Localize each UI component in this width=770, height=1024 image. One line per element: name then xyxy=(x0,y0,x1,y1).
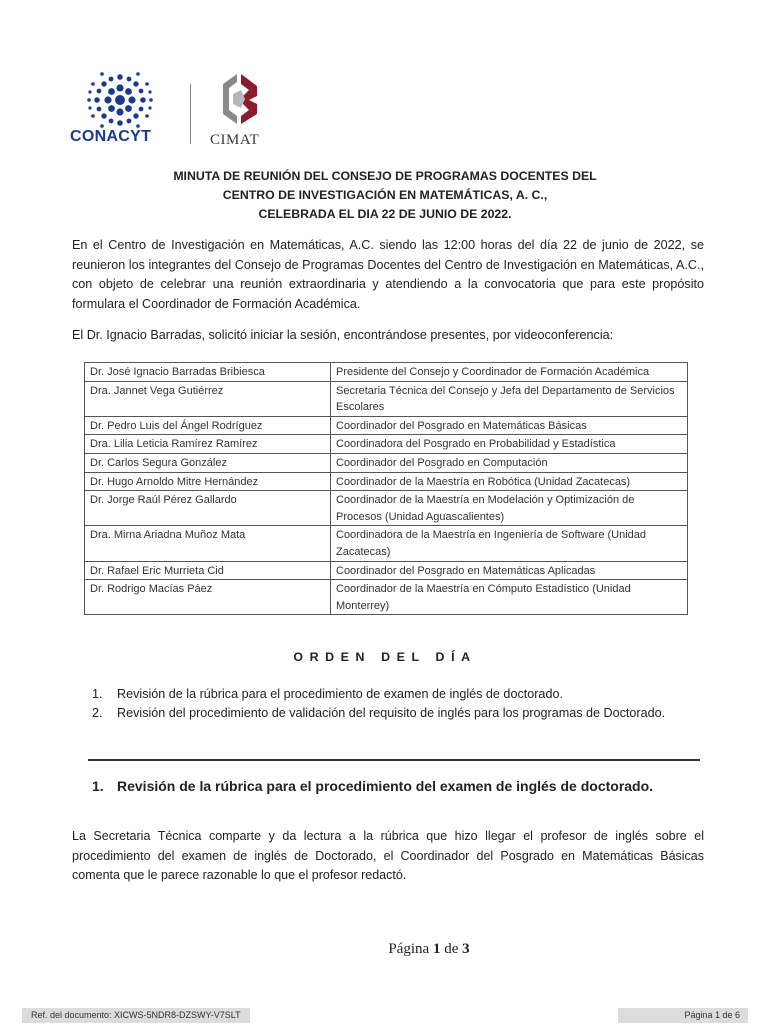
attendee-name: Dr. Pedro Luis del Ángel Rodríguez xyxy=(85,416,331,435)
attendee-name: Dr. Rafael Eric Murrieta Cid xyxy=(85,561,331,580)
conacyt-logo xyxy=(70,70,170,150)
attendee-name: Dr. Carlos Segura González xyxy=(85,453,331,472)
attendee-role: Coordinador del Posgrado en Computación xyxy=(331,453,688,472)
page-current: 1 xyxy=(432,941,441,957)
attendee-name: Dr. Hugo Arnoldo Mitre Hernández xyxy=(85,472,331,491)
agenda-text: Revisión de la rúbrica para el procedimiento de examen de inglés de doctorado. xyxy=(117,687,563,701)
table-row xyxy=(85,453,688,472)
table-row xyxy=(85,561,688,580)
table-row xyxy=(85,416,688,435)
agenda-text: Revisión del procedimiento de validación del requisito de inglés para los programas de Doctorado. xyxy=(117,706,666,720)
orden-heading: ORDEN DEL DÍA xyxy=(293,650,477,664)
attendee-role: Coordinador del Posgrado en Matemáticas Básicas xyxy=(331,416,688,435)
attendee-role: Presidente del Consejo y Coordinador de Formación Académica xyxy=(331,363,688,382)
agenda-item xyxy=(92,704,702,742)
attendee-role: Coordinador de la Maestría en Cómputo Estadístico (Unidad Monterrey) xyxy=(331,580,688,615)
title-line-2: CENTRO DE INVESTIGACIÓN EN MATEMÁTICAS, A. C., xyxy=(222,188,548,202)
agenda-number: 1. xyxy=(92,687,103,701)
attendee-name: Dra. Mirna Ariadna Muñoz Mata xyxy=(85,526,331,561)
section-number: 1. xyxy=(92,778,104,794)
table-row xyxy=(85,472,688,491)
title-line-1: MINUTA DE REUNIÓN DEL CONSEJO DE PROGRAMAS DOCENTES DEL xyxy=(173,169,597,183)
attendee-role: Coordinadora de la Maestría en Ingeniería de Software (Unidad Zacatecas) xyxy=(331,526,688,561)
attendee-name: Dra. Lilia Leticia Ramírez Ramírez xyxy=(85,435,331,454)
section-1-body: La Secretaria Técnica comparte y da lectura a la rúbrica que hizo llegar el profesor de inglés sobre el procedimiento del examen de inglés de Doctorado, el Coordinador del Posgrado en Matemáticas Básicas comenta que le parece razonable lo que el profesor redactó. xyxy=(72,829,704,882)
conacyt-wordmark: CONACYT xyxy=(70,128,152,145)
page-number-label xyxy=(0,941,770,958)
attendee-role: Coordinador de la Maestría en Modelación y Optimización de Procesos (Unidad Aguascalientes) xyxy=(331,491,688,526)
intro-paragraph: En el Centro de Investigación en Matemáticas, A.C. siendo las 12:00 horas del día 22 de junio de 2022, se reunieron los integrantes del Consejo de Programas Docentes del Centro de Investigación en Matemáticas, A.C., con objeto de celebrar una reunión extraordinaria y atendiendo a la convocatoria que para este propósito formulara el Coordinador de Formación Académica. xyxy=(72,238,704,311)
attendee-name: Dr. Rodrigo Macías Páez xyxy=(85,580,331,615)
logo-divider xyxy=(190,84,191,144)
attendee-name: Dr. Jorge Raúl Pérez Gallardo xyxy=(85,491,331,526)
attendee-name: Dra. Jannet Vega Gutiérrez xyxy=(85,381,331,416)
cimat-emblem-icon xyxy=(215,70,265,128)
conacyt-dots-icon xyxy=(70,70,170,130)
page-mid: de xyxy=(440,941,463,957)
cimat-wordmark: CIMAT xyxy=(210,132,260,148)
attendee-role: Coordinador del Posgrado en Matemáticas Aplicadas xyxy=(331,561,688,580)
opening-line: El Dr. Ignacio Barradas, solicitó iniciar la sesión, encontrándose presentes, por videoconferencia: xyxy=(72,328,614,342)
section-divider xyxy=(88,759,700,761)
table-row xyxy=(85,580,688,615)
page-total: 3 xyxy=(462,941,470,957)
cimat-logo xyxy=(210,70,270,150)
section-title: Revisión de la rúbrica para el procedimiento del examen de inglés de doctorado. xyxy=(117,778,654,794)
page-prefix: Página xyxy=(388,941,433,957)
table-row xyxy=(85,526,688,561)
agenda-item xyxy=(92,685,702,704)
footer-page-count: Página 1 de 6 xyxy=(618,1008,748,1023)
agenda-number: 2. xyxy=(92,706,103,720)
document-title xyxy=(110,167,660,224)
table-row xyxy=(85,363,688,382)
attendee-name: Dr. José Ignacio Barradas Bribiesca xyxy=(85,363,331,382)
document-reference: Ref. del documento: XICWS-5NDR8-DZSWY-V7SLT xyxy=(22,1008,250,1023)
attendee-role: Secretaria Técnica del Consejo y Jefa del Departamento de Servicios Escolares xyxy=(331,381,688,416)
table-row xyxy=(85,381,688,416)
table-row xyxy=(85,491,688,526)
attendees-table xyxy=(84,362,688,615)
title-line-3: CELEBRADA EL DIA 22 DE JUNIO DE 2022. xyxy=(258,207,512,221)
table-row xyxy=(85,435,688,454)
attendee-role: Coordinador de la Maestría en Robótica (Unidad Zacatecas) xyxy=(331,472,688,491)
attendee-role: Coordinadora del Posgrado en Probabilidad y Estadística xyxy=(331,435,688,454)
